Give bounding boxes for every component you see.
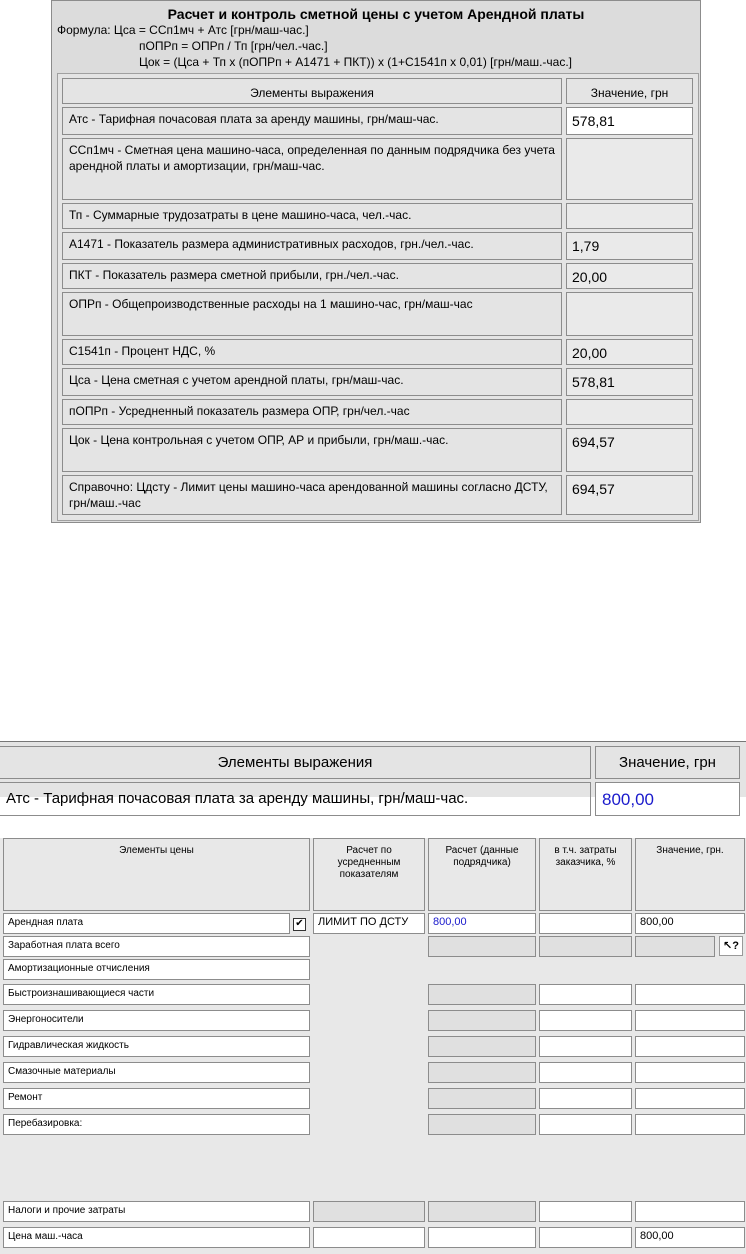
row-label-ats: Атс - Тарифная почасовая плата за аренду машины, грн/маш-час. [0, 782, 591, 816]
zoomed-table-fragment [0, 741, 746, 809]
panel-title: Расчет и контроль сметной цены с учетом Арендной платы [167, 6, 585, 22]
row-label-salary: Заработная плата всего [3, 936, 310, 957]
price-elements-grid [0, 838, 746, 1254]
salary-contractor-cell[interactable] [428, 936, 536, 957]
rent-contractor-input[interactable]: 800,00 [428, 913, 536, 934]
value-tp [566, 203, 693, 229]
price-customer-cell [539, 1227, 632, 1248]
price-avg-cell [313, 1227, 425, 1248]
hydraulic-customer-input[interactable] [539, 1036, 632, 1057]
row-label-hydraulic-fluid: Гидравлическая жидкость [3, 1036, 310, 1057]
row-label-poprp: пОПРп - Усредненный показатель размера ОПР, грн/чел.-час [62, 399, 562, 425]
formula-line-1: Формула: Цса = ССп1мч + Атс [грн/маш-час.] [57, 23, 309, 37]
row-label-wear-parts: Быстроизнашивающиеся части [3, 984, 310, 1005]
rent-value-cell: 800,00 [635, 913, 745, 934]
wear-parts-value-cell [635, 984, 745, 1005]
value-oprp [566, 292, 693, 336]
column-header-elements: Элементы выражения [0, 746, 591, 779]
column-header-value: Значение, грн [595, 746, 740, 779]
machine-hour-price-value: 800,00 [635, 1227, 745, 1248]
lubricants-value-cell [635, 1062, 745, 1083]
taxes-avg-cell [313, 1201, 425, 1222]
relocation-value-cell [635, 1114, 745, 1135]
header-avg: Расчет по усредненным показателям [313, 838, 425, 911]
row-label-machine-hour-price: Цена маш.-часа [3, 1227, 310, 1248]
row-label-tsdstu: Справочно: Цдсту - Лимит цены машино-часа арендованной машины согласно ДСТУ, грн/маш.-час [62, 475, 562, 515]
rent-checkbox[interactable]: ✔ [293, 918, 306, 931]
relocation-contractor-cell[interactable] [428, 1114, 536, 1135]
value-input-ats[interactable]: 800,00 [595, 782, 740, 816]
energy-customer-input[interactable] [539, 1010, 632, 1031]
salary-value-cell [635, 936, 715, 957]
value-a1471: 1,79 [566, 232, 693, 260]
value-input-ats[interactable]: 578,81 [566, 107, 693, 135]
value-tsdstu: 694,57 [566, 475, 693, 515]
row-label-oprp: ОПРп - Общепроизводственные расходы на 1 машино-час, грн/маш-час [62, 292, 562, 336]
formula-line-2: пОПРп = ОПРп / Тп [грн/чел.-час.] [139, 39, 328, 53]
row-label-ats: Атс - Тарифная почасовая плата за аренду машины, грн/маш-час. [62, 107, 562, 135]
row-label-tsok: Цок - Цена контрольная с учетом ОПР, АР и прибыли, грн/маш.-час. [62, 428, 562, 472]
value-c1541p: 20,00 [566, 339, 693, 365]
energy-contractor-cell[interactable] [428, 1010, 536, 1031]
column-header-elements: Элементы выражения [62, 78, 562, 104]
value-tsok: 694,57 [566, 428, 693, 472]
energy-value-cell [635, 1010, 745, 1031]
row-label-a1471: А1471 - Показатель размера административных расходов, грн./чел.-час. [62, 232, 562, 260]
wear-parts-customer-input[interactable] [539, 984, 632, 1005]
header-contractor: Расчет (данные подрядчика) [428, 838, 536, 911]
row-label-taxes: Налоги и прочие затраты [3, 1201, 310, 1222]
hydraulic-contractor-cell[interactable] [428, 1036, 536, 1057]
lubricants-customer-input[interactable] [539, 1062, 632, 1083]
column-header-value: Значение, грн [566, 78, 693, 104]
wear-parts-contractor-cell[interactable] [428, 984, 536, 1005]
header-customer: в т.ч. затраты заказчика, % [539, 838, 632, 911]
value-tsa: 578,81 [566, 368, 693, 396]
value-poprp [566, 399, 693, 425]
row-label-repair: Ремонт [3, 1088, 310, 1109]
header-value: Значение, грн. [635, 838, 745, 911]
hydraulic-value-cell [635, 1036, 745, 1057]
row-label-depreciation: Амортизационные отчисления [3, 959, 310, 980]
repair-value-cell [635, 1088, 745, 1109]
value-pkt: 20,00 [566, 263, 693, 289]
header-elements: Элементы цены [3, 838, 310, 911]
repair-customer-input[interactable] [539, 1088, 632, 1109]
rent-customer-input[interactable] [539, 913, 632, 934]
rent-avg-cell: ЛИМИТ ПО ДСТУ [313, 913, 425, 934]
taxes-contractor-cell[interactable] [428, 1201, 536, 1222]
value-ssp1mch [566, 138, 693, 200]
taxes-customer-input[interactable] [539, 1201, 632, 1222]
relocation-customer-input[interactable] [539, 1114, 632, 1135]
row-label-tp: Тп - Суммарные трудозатраты в цене машино-часа, чел.-час. [62, 203, 562, 229]
expression-table [57, 73, 699, 521]
taxes-value-cell [635, 1201, 745, 1222]
row-label-tsa: Цса - Цена сметная с учетом арендной платы, грн/маш-час. [62, 368, 562, 396]
price-contractor-cell [428, 1227, 536, 1248]
row-label-c1541p: С1541п - Процент НДС, % [62, 339, 562, 365]
lubricants-contractor-cell[interactable] [428, 1062, 536, 1083]
row-label-ssp1mch: ССп1мч - Сметная цена машино-часа, определенная по данным подрядчика без учета арендной платы и амортизации, грн/маш-час. [62, 138, 562, 200]
row-label-relocation: Перебазировка: [3, 1114, 310, 1135]
row-label-rent: Арендная плата [3, 913, 290, 934]
repair-contractor-cell[interactable] [428, 1088, 536, 1109]
price-calculation-panel [51, 0, 701, 523]
row-label-pkt: ПКТ - Показатель размера сметной прибыли, грн./чел.-час. [62, 263, 562, 289]
cursor-help-icon[interactable]: ↖? [719, 936, 743, 956]
salary-customer-cell[interactable] [539, 936, 632, 957]
formula-line-3: Цок = (Цса + Тп х (пОПРп + А1471 + ПКТ)) х (1+С1541п х 0,01) [грн/маш.-час.] [139, 55, 572, 69]
row-label-lubricants: Смазочные материалы [3, 1062, 310, 1083]
row-label-energy: Энергоносители [3, 1010, 310, 1031]
